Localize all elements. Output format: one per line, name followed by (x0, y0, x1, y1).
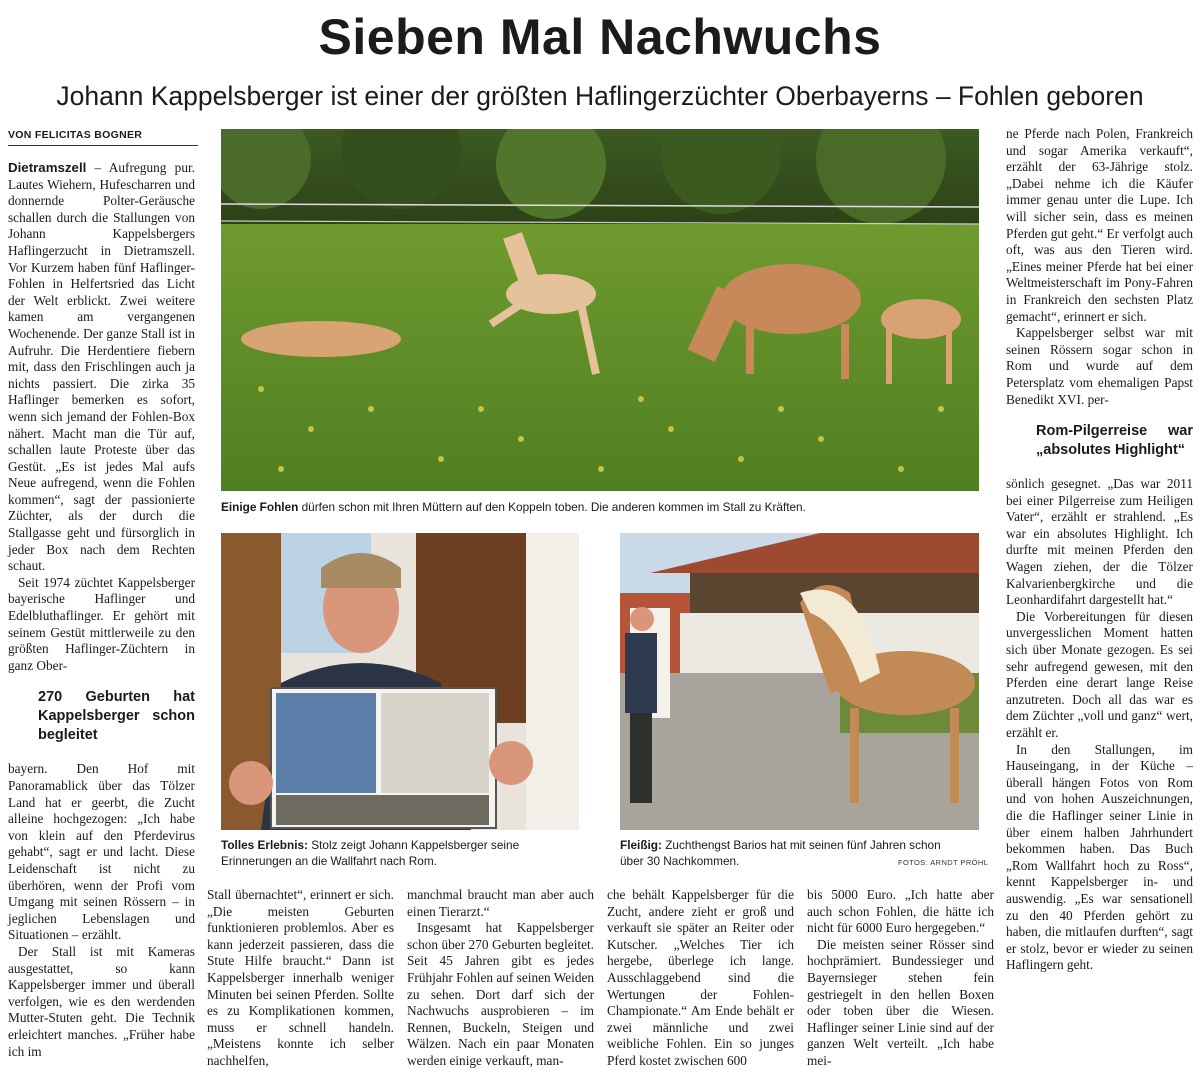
paragraph: ne Pferde nach Polen, Frankreich und sogar Amerika verkauft“, erzählt der 63-Jährige stolz. „Dabei nehme ich die Käufer immer genau unter die Lupe. Ich will sicher sein, dass es meinen Pferden gut geht.“ Er verfolgt auch oft, was aus den Tieren wird. „Eines meiner Pferde hat bei einer Weltmeisterschaft im Pony-Fahren in Frankreich den sechsten Platz gemacht“, erinnert er sich. (1006, 126, 1193, 324)
paragraph: In den Stallungen, im Hauseingang, in der Küche – überall hängen Fotos von Rom und von hohen Auszeichnungen, die die Haflinger seiner Linie in über einem halben Jahrhundert bekommen haben. Das Buch „Rom Wallfahrt hoch zu Ross“, kennt Kappelsberger in- und auswendig. „Es war sensationell zu den 40 Pferden gehört zu haben, die mitlaufen durften“, sagt er stolz, bevor er wieder zu seinen Haflingern geht. (1006, 741, 1193, 973)
paragraph: sönlich gesegnet. „Das war 2011 bei einer Pilgerreise zum Heiligen Vater“, erzählt er strahlend. „Es war ein absolutes Highlight. Ich durfte mit meinen Pferden den Wagen ziehen, der die Tölzer Kalvarienbergkirche und die Leonhardifahrt dargestellt hat.“ (1006, 476, 1193, 608)
caption-text: dürfen schon mit Ihren Müttern auf den Koppeln toben. Die anderen kommen im Stall zu Kräften. (298, 500, 806, 514)
byline: VON FELICITAS BOGNER (8, 129, 198, 146)
column-4 (607, 887, 794, 1070)
paragraph: Der Stall ist mit Kameras ausgestattet, so kann Kappelsberger immer und überall verfolgen, wie es den werdenden Mutter-Stuten geht. Die Technik erleichtert manches. „Früher habe ich im (8, 943, 195, 1059)
paragraph: Die meisten seiner Rösser sind hochprämiert. Bundessieger und Bayernsieger stehen fein gestriegelt in den hellen Boxen oder toben über die Wiesen. Haflinger seiner Linie sind auf der ganzen Welt verteilt. „Ich habe mei- (807, 936, 994, 1068)
paragraph: bayern. Den Hof mit Panoramablick über das Tölzer Land hat er geerbt, die Zucht alleine hochgezogen: „Ich habe von klein auf den Pferdevirus gehabt“, sagt er und lacht. Diese Leidenschaft ist nicht zu überhören, wenn der Profi vom Umgang mit seinen Rössern – in jeglichen Lebenslagen und Situationen – erzählt. (8, 761, 195, 943)
paragraph (8, 160, 195, 575)
dateline: Dietramszell (8, 160, 87, 175)
subhead-270-geburten: 270 Geburten hat Kappelsberger schon begleitet (38, 689, 195, 744)
headline: Sieben Mal Nachwuchs (318, 9, 882, 65)
subhead-rom-pilgerreise: Rom-Pilgerreise war „absolutes Highlight“ (1036, 423, 1193, 459)
paragraph: manchmal braucht man aber auch einen Tierarzt.“ (407, 887, 594, 919)
paragraph: Stall übernachtet“, erinnert er sich. „Die meisten Geburten funktionieren problemlos. Aber es kann jederzeit passieren, dass die Stute Hilfe braucht.“ Dann ist Kappelsberger innerhalb weniger Minuten bei seinen Pferden. Sollte es zu Komplikationen kommen, muss er schnell handeln. „Meistens konnte ich selber nachhelfen, (207, 887, 394, 1068)
paragraph: Insgesamt hat Kappelsberger schon über 270 Geburten begleitet. Seit 45 Jahren gibt es jedes Frühjahr Fohlen auf seinen Weiden zu sehen. Dort darf sich der Nachwuchs ausprobieren – im Rennen, Buckeln, Steigen und Wälzen. Nach ein paar Monaten werden einige verkauft, man- (407, 920, 595, 1068)
paragraph: bis 5000 Euro. „Ich hatte aber auch schon Fohlen, die hätte ich nicht für 6000 Euro hergegeben.“ (807, 887, 994, 936)
column-1 (8, 160, 195, 1060)
column-2 (207, 887, 394, 1070)
paragraph: che behält Kappelsberger für die Zucht, andere zieht er groß und verkauft sie später an Reiter oder Kutscher. „Welches Tier ich hergebe, überlege ich lange. Ausschlaggebend sind die Wertungen der Fohlen-Championate.“ Am Ende behält er zwei männliche und zwei weibliche Fohlen. Ein so junges Pferd kostet zwischen 600 (607, 887, 794, 1068)
column-6 (1006, 126, 1193, 974)
paragraph-text: – Aufregung pur. Lautes Wiehern, Hufescharren und donnernde Polter-Geräusche schallen durch die Stallungen von Johann Kappelsbergers Haflingerzucht in Dietramszell. Vor Kurzem haben fünf Haflinger-Fohlen in Helfertsried das Licht der Welt erblickt. Zwei weitere kamen am vergangenen Wochenende. Der ganze Stall ist in Aufruhr. Die Herdentiere fiebern mit, dass den Frischlingen auch ja nichts passiert. Die zirka 35 Haflinger bemerken es sofort, wenn sich jemand der Fohlen-Box nähert. Macht man die Tür auf, schallen laute Proteste über das Gestüt. „Es ist jedes Mal aufs Neue aufregend, wenn die Fohlen kommen“, sagt der passionierte Züchter, als der durch die Stallgasse geht und fürsorglich in jeder Box nach dem Rechten schaut. (8, 160, 195, 574)
caption-text: Stolz zeigt Johann Kappelsberger seine Erinnerungen an die Wallfahrt nach Rom. (221, 838, 520, 868)
photo-man-with-book (221, 533, 579, 830)
photo-stallion-barios (620, 533, 979, 830)
caption-lead: Fleißig: (620, 838, 662, 852)
paragraph: Seit 1974 züchtet Kappelsberger bayerische Haflinger und Edelbluthaflinger. Er gehört mit seinem Gestüt mittlerweile zu den größten Haflinger-Züchtern in ganz Ober- (8, 574, 195, 673)
photo-foals-meadow (221, 129, 979, 491)
column-5 (807, 887, 994, 1070)
caption-lead: Einige Fohlen (221, 500, 299, 514)
caption-text: Zuchthengst Barios hat mit seinen fünf Jahren schon über 30 Nachkommen. (620, 838, 941, 868)
caption-top-photo (221, 499, 979, 515)
photo-credit: FOTOS: ARNDT PRÖHL (898, 858, 989, 867)
subheadline: Johann Kappelsberger ist einer der größten Haflingerzüchter Oberbayerns – Fohlen geboren (56, 81, 1144, 111)
column-3 (407, 887, 594, 1070)
paragraph: Kappelsberger selbst war mit seinen Rössern sogar schon in Rom und wurde auf dem Petersplatz vom ehemaligen Papst Benedikt XVI. per- (1006, 325, 1193, 407)
paragraph: Die Vorbereitungen für diesen unvergesslichen Moment hatten sich über Monate gezogen. Es sei sehr aufregend gewesen, mit den Pferden eine derart lange Reise anzutreten. Doch all das war es dem Züchter „voll und ganz“ wert, erzählt er. (1006, 608, 1193, 740)
caption-left-photo (221, 837, 581, 869)
caption-lead: Tolles Erlebnis: (221, 838, 308, 852)
